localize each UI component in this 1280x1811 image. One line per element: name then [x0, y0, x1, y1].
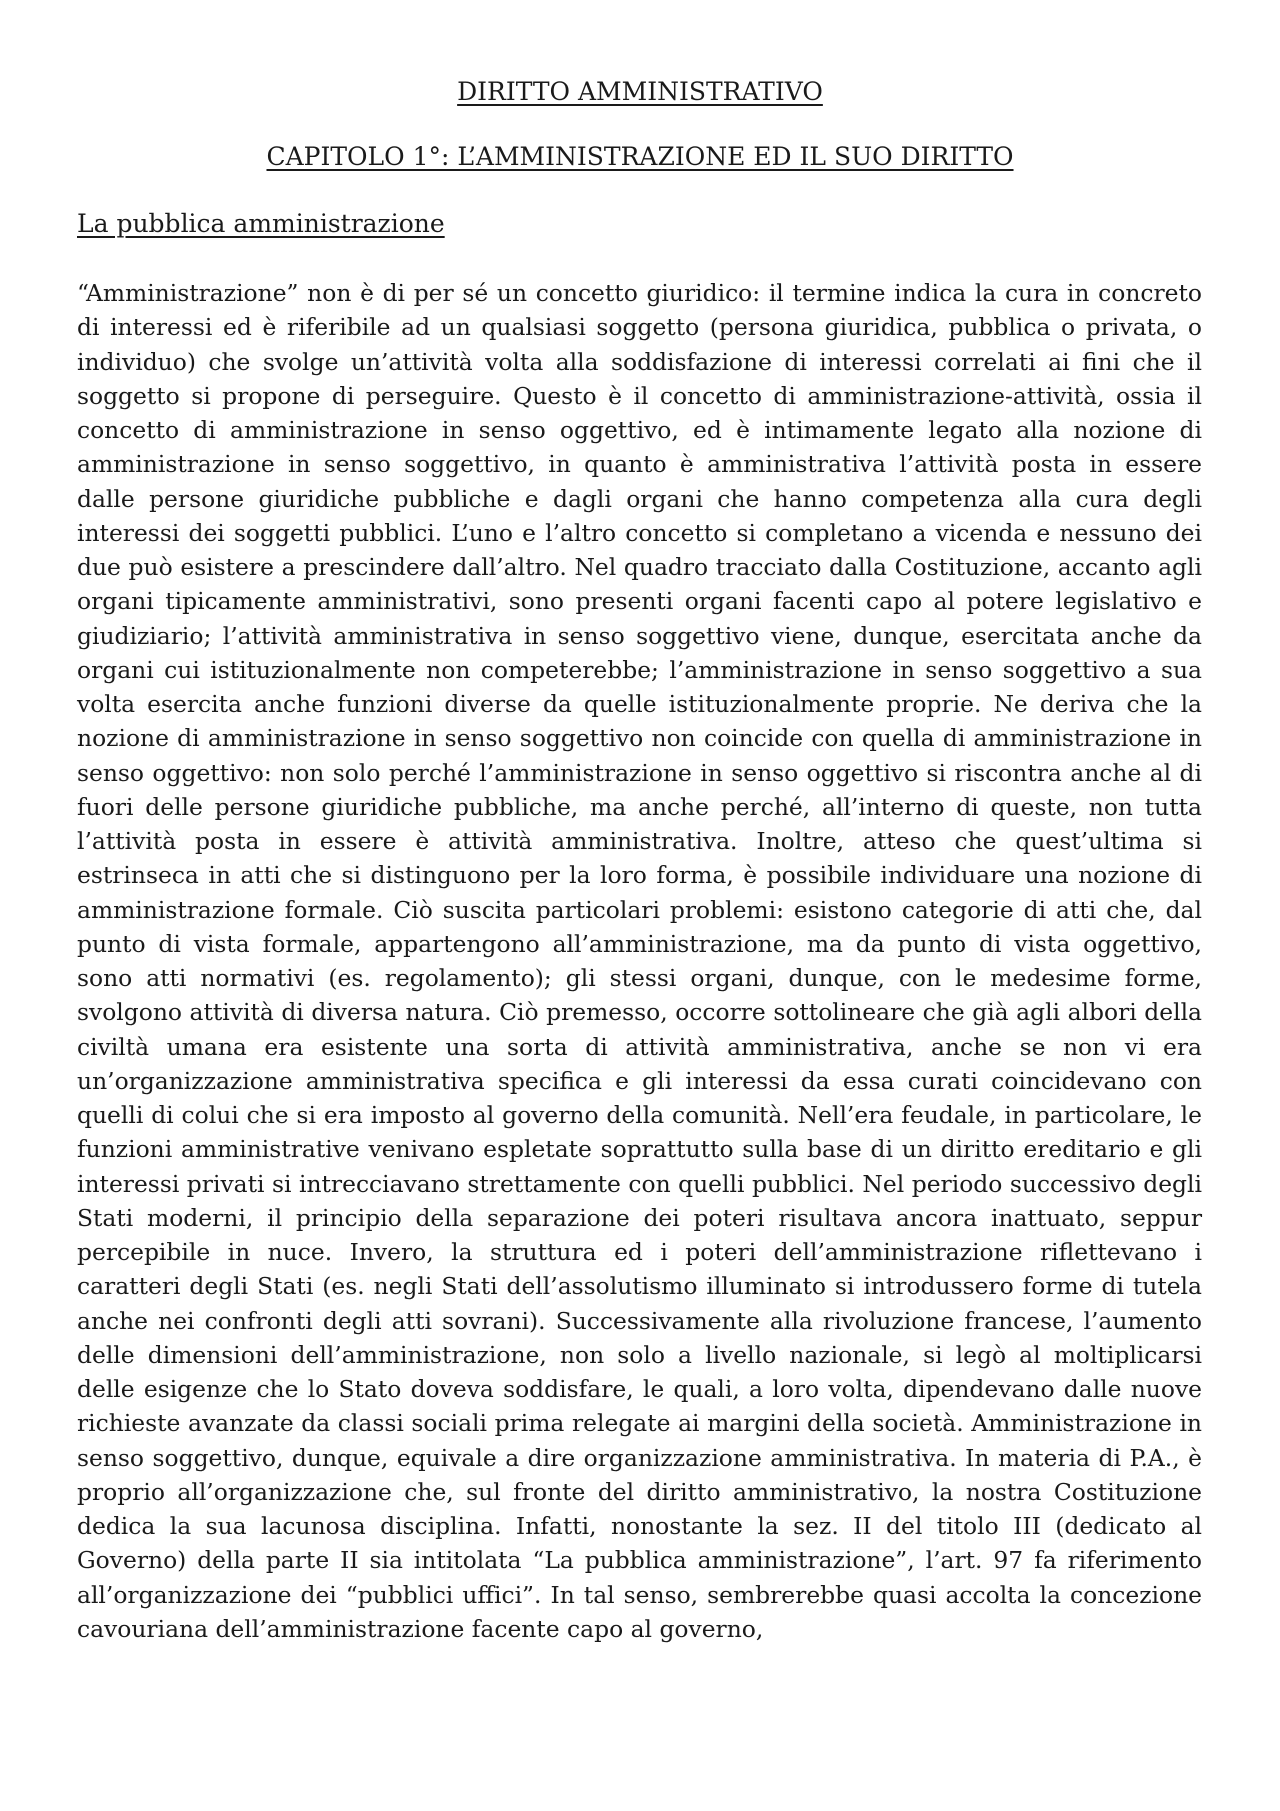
document-title-text: DIRITTO AMMINISTRATIVO: [457, 77, 823, 106]
chapter-title-text: CAPITOLO 1°: L’AMMINISTRAZIONE ED IL SUO DIRITTO: [266, 142, 1014, 171]
section-heading: La pubblica amministrazione: [77, 209, 445, 238]
document-title: [0, 77, 1280, 107]
body-paragraph: “Amministrazione” non è di per sé un concetto giuridico: il termine indica la cura in concreto di interessi ed è riferibile ad un qualsiasi soggetto (persona giuridica, pubblica o privata, o individuo) che svolge un’attività volta alla soddisfazione di interessi correlati ai fini che il soggetto si propone di perseguire. Questo è il concetto di amministrazione-attività, ossia il concetto di amministrazione in senso oggettivo, ed è intimamente legato alla nozione di amministrazione in senso soggettivo, in quanto è amministrativa l’attività posta in essere dalle persone giuridiche pubbliche e dagli organi che hanno competenza alla cura degli interessi dei soggetti pubblici. L’uno e l’altro concetto si completano a vicenda e nessuno dei due può esistere a prescindere dall’altro. Nel quadro tracciato dalla Costituzione, accanto agli organi tipicamente amministrativi, sono presenti organi facenti capo al potere legislativo e giudiziario; l’attività amministrativa in senso soggettivo viene, dunque, esercitata anche da organi cui istituzionalmente non competerebbe; l’amministrazione in senso soggettivo a sua volta esercita anche funzioni diverse da quelle istituzionalmente proprie. Ne deriva che la nozione di amministrazione in senso soggettivo non coincide con quella di amministrazione in senso oggettivo: non solo perché l’amministrazione in senso oggettivo si riscontra anche al di fuori delle persone giuridiche pubbliche, ma anche perché, all’interno di queste, non tutta l’attività posta in essere è attività amministrativa. Inoltre, atteso che quest’ultima si estrinseca in atti che si distinguono per la loro forma, è possibile individuare una nozione di amministrazione formale. Ciò suscita particolari problemi: esistono categorie di atti che, dal punto di vista formale, appartengono all’amministrazione, ma da punto di vista oggettivo, sono atti normativi (es. regolamento); gli stessi organi, dunque, con le medesime forme, svolgono attività di diversa natura. Ciò premesso, occorre sottolineare che già agli albori della civiltà umana era esistente una sorta di attività amministrativa, anche se non vi era un’organizzazione amministrativa specifica e gli interessi da essa curati coincidevano con quelli di colui che si era imposto al governo della comunità. Nell’era feudale, in particolare, le funzioni amministrative venivano espletate soprattutto sulla base di un diritto ereditario e gli interessi privati si intrecciavano strettamente con quelli pubblici. Nel periodo successivo degli Stati moderni, il principio della separazione dei poteri risultava ancora inattuato, seppur percepibile in nuce. Invero, la struttura ed i poteri dell’amministrazione riflettevano i caratteri degli Stati (es. negli Stati dell’assolutismo illuminato si introdussero forme di tutela anche nei confronti degli atti sovrani). Successivamente alla rivoluzione francese, l’aumento delle dimensioni dell’amministrazione, non solo a livello nazionale, si legò al moltiplicarsi delle esigenze che lo Stato doveva soddisfare, le quali, a loro volta, dipendevano dalle nuove richieste avanzate da classi sociali prima relegate ai margini della società. Amministrazione in senso soggettivo, dunque, equivale a dire organizzazione amministrativa. In materia di P.A., è proprio all’organizzazione che, sul fronte del diritto amministrativo, la nostra Costituzione dedica la sua lacunosa disciplina. Infatti, nonostante la sez. II del titolo III (dedicato al Governo) della parte II sia intitolata “La pubblica amministrazione”, l’art. 97 fa riferimento all’organizzazione dei “pubblici uffici”. In tal senso, sembrerebbe quasi accolta la concezione cavouriana dell’amministrazione facente capo al governo,: [77, 279, 1202, 1643]
chapter-title: [0, 142, 1280, 172]
